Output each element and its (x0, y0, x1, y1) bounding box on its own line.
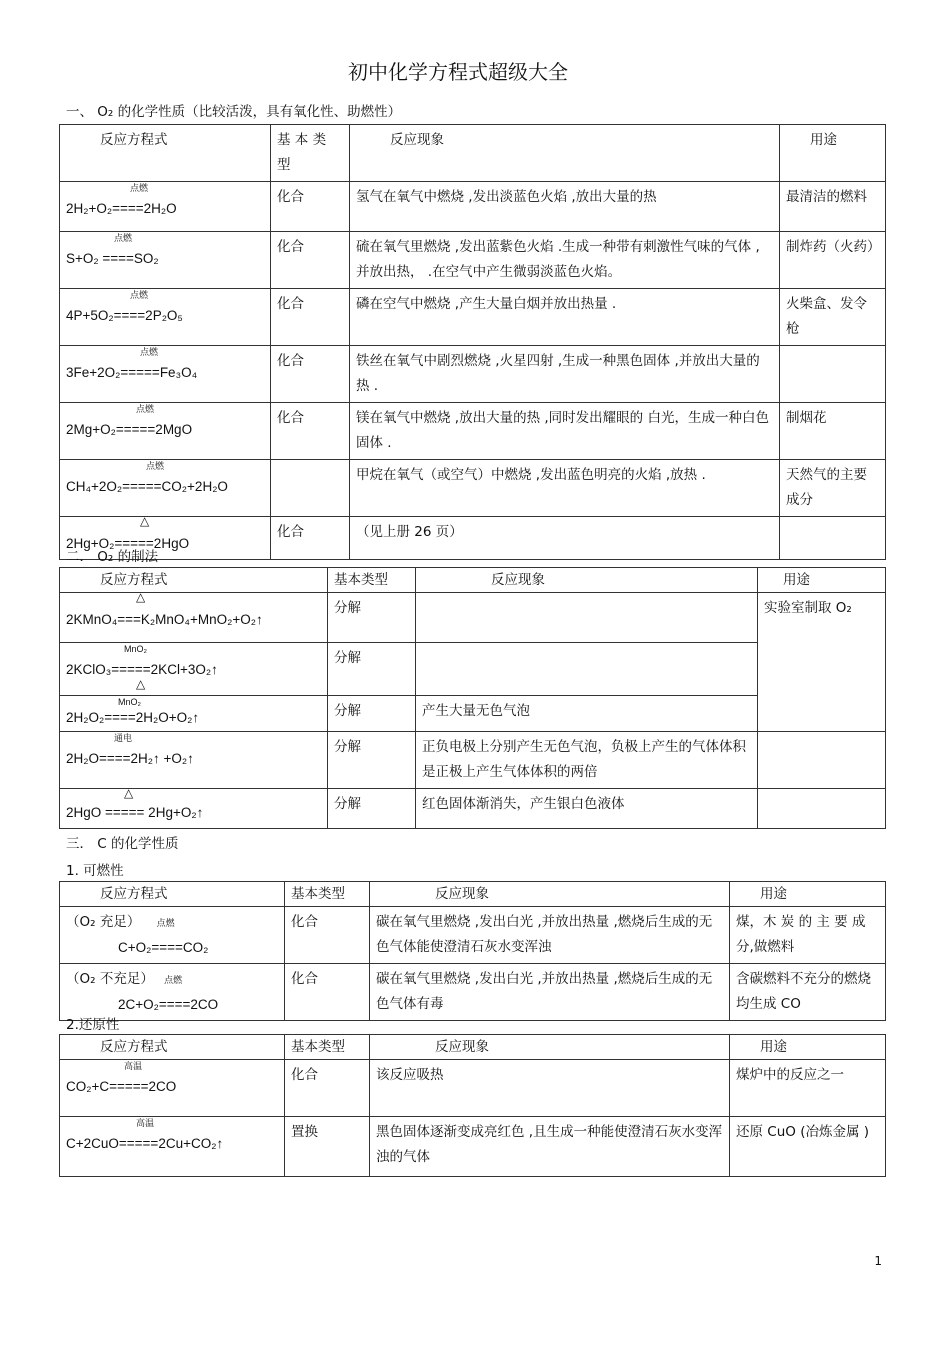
col-header-phenomenon: 反应现象 (416, 568, 758, 593)
subsection-combustibility: 1. 可燃性 (66, 863, 124, 879)
section-2-heading: 二． O₂ 的制法 (66, 549, 159, 565)
table-carbon-combustion (59, 881, 886, 1021)
type-cell: 分解 (328, 696, 416, 732)
table-row (60, 403, 886, 460)
equation-text: 2Hg+O₂=====2HgO (66, 536, 190, 551)
equation-cell (60, 1060, 285, 1117)
reaction-condition: 点燃 (130, 183, 149, 193)
phenomenon-cell: 碳在氧气里燃烧 ,发出白光 ,并放出热量 ,燃烧后生成的无色气体能使澄清石灰水变浑浊 (370, 907, 730, 964)
type-cell: 化合 (271, 346, 350, 403)
reaction-condition: 点燃 (146, 461, 165, 471)
condition-prefix: （O₂ 不充足） (66, 971, 154, 987)
equation-cell (60, 460, 271, 517)
use-cell-empty (758, 732, 886, 789)
type-cell: 化合 (271, 182, 350, 232)
reaction-condition: △ (136, 590, 146, 604)
use-cell (780, 346, 886, 403)
equation-text: 2HgO ===== 2Hg+O₂↑ (66, 805, 204, 820)
reaction-condition: MnO₂ (124, 644, 147, 654)
col-header-equation: 反应方程式 (60, 568, 328, 593)
equation-cell (60, 182, 271, 232)
equation-cell (60, 786, 328, 829)
col-header-phenomenon: 反应现象 (370, 882, 730, 907)
type-cell: 化合 (271, 517, 350, 560)
type-cell: 分解 (328, 732, 416, 789)
table-row (60, 289, 886, 346)
phenomenon-cell: 甲烷在氧气（或空气）中燃烧 ,发出蓝色明亮的火焰 ,放热 . (350, 460, 780, 517)
type-cell: 分解 (328, 643, 416, 696)
col-header-phenomenon: 反应现象 (350, 125, 780, 182)
phenomenon-cell: 黑色固体逐渐变成亮红色 ,且生成一种能使澄清石灰水变浑浊的气体 (370, 1117, 730, 1177)
type-cell: 化合 (285, 907, 370, 964)
col-header-type: 基 本 类 型 (271, 125, 350, 182)
phenomenon-cell: 碳在氧气里燃烧 ,发出白光 ,并放出热量 ,燃烧后生成的无色气体有毒 (370, 964, 730, 1021)
table-o2-properties (59, 124, 886, 560)
reaction-condition: 点燃 (164, 976, 183, 986)
table-row (60, 346, 886, 403)
reaction-condition: 点燃 (140, 347, 159, 357)
use-cell: 最清洁的燃料 (780, 182, 886, 232)
subsection-reducibility: 2.还原性 (66, 1017, 120, 1033)
section-1-heading: 一、 O₂ 的化学性质（比较活泼，具有氧化性、助燃性） (66, 104, 402, 120)
col-header-equation: 反应方程式 (60, 1035, 285, 1060)
use-cell: 天然气的主要成分 (780, 460, 886, 517)
equation-text: 2H₂O====2H₂↑ +O₂↑ (66, 751, 194, 766)
equation-text: 2H₂O₂====2H₂O+O₂↑ (66, 710, 200, 725)
equation-cell (60, 964, 285, 1021)
equation-text: CO₂+C=====2CO (66, 1079, 177, 1094)
phenomenon-cell: 磷在空气中燃烧 ,产生大量白烟并放出热量 . (350, 289, 780, 346)
col-header-use: 用途 (758, 568, 886, 593)
reaction-condition: 点燃 (136, 404, 155, 414)
use-cell-empty (758, 789, 886, 829)
reaction-condition: 点燃 (130, 290, 149, 300)
reaction-condition: 通电 (114, 733, 133, 743)
equation-cell (60, 346, 271, 403)
equation-text: 3Fe+2O₂=====Fe₃O₄ (66, 365, 198, 380)
type-cell: 化合 (285, 964, 370, 1021)
page-title: 初中化学方程式超级大全 (348, 60, 568, 84)
table-carbon-reduction (59, 1034, 886, 1177)
phenomenon-cell (416, 593, 758, 643)
phenomenon-cell: （见上册 26 页） (350, 517, 780, 560)
table-row (60, 732, 886, 789)
equation-cell (60, 643, 328, 696)
col-header-type: 基本类型 (285, 1035, 370, 1060)
type-cell: 分解 (328, 593, 416, 643)
table-row (60, 964, 886, 1021)
equation-cell (60, 232, 271, 289)
equation-cell (60, 403, 271, 460)
table-row (60, 789, 886, 829)
page-number: 1 (874, 1254, 882, 1268)
reaction-condition: 高温 (136, 1118, 155, 1128)
phenomenon-cell: 产生大量无色气泡 (416, 696, 758, 732)
equation-cell (60, 732, 328, 789)
equation-text: CH₄+2O₂=====CO₂+2H₂O (66, 479, 228, 494)
table-row (60, 907, 886, 964)
table-row (60, 460, 886, 517)
type-cell: 化合 (271, 403, 350, 460)
table-o2-preparation (59, 567, 886, 829)
type-cell (271, 460, 350, 517)
use-cell: 制炸药（火药） (780, 232, 886, 289)
use-cell: 煤炉中的反应之一 (730, 1060, 886, 1117)
equation-text: 2C+O₂====2CO (118, 997, 219, 1012)
equation-text: 2Mg+O₂=====2MgO (66, 422, 193, 437)
reaction-condition: △ (124, 786, 134, 800)
phenomenon-cell: 该反应吸热 (370, 1060, 730, 1117)
equation-text: C+O₂====CO₂ (118, 940, 209, 955)
phenomenon-cell: 镁在氧气中燃烧 ,放出大量的热 ,同时发出耀眼的 白光，生成一种白色固体 . (350, 403, 780, 460)
use-cell: 实验室制取 O₂ (758, 593, 886, 732)
use-cell: 含碳燃料不充分的燃烧均生成 CO (730, 964, 886, 1021)
type-cell: 化合 (285, 1060, 370, 1117)
col-header-type: 基本类型 (285, 882, 370, 907)
equation-text: C+2CuO=====2Cu+CO₂↑ (66, 1136, 224, 1151)
table-row (60, 1117, 886, 1177)
equation-cell (60, 590, 328, 643)
type-cell: 置换 (285, 1117, 370, 1177)
condition-prefix: （O₂ 充足） (66, 914, 141, 930)
table-row (60, 593, 886, 643)
col-header-use: 用途 (730, 1035, 886, 1060)
equation-cell (60, 289, 271, 346)
equation-text: S+O₂ ====SO₂ (66, 251, 159, 266)
phenomenon-cell (416, 643, 758, 696)
equation-cell (60, 907, 285, 964)
use-cell: 火柴盒、发令枪 (780, 289, 886, 346)
col-header-use: 用途 (730, 882, 886, 907)
reaction-condition: MnO₂ (118, 697, 141, 707)
equation-cell (60, 1117, 285, 1177)
reaction-condition: 点燃 (156, 919, 175, 929)
type-cell: 分解 (328, 789, 416, 829)
equation-text: 4P+5O₂====2P₂O₅ (66, 308, 183, 323)
use-cell (780, 517, 886, 560)
use-cell: 还原 CuO (冶炼金属 ) (730, 1117, 886, 1177)
table-row (60, 182, 886, 232)
equation-cell (60, 696, 328, 732)
reaction-condition: △ (140, 514, 150, 528)
col-header-type: 基本类型 (328, 568, 416, 593)
equation-text: 2KClO₃=====2KCl+3O₂↑ (66, 662, 218, 677)
col-header-use: 用途 (780, 125, 886, 182)
equation-text: 2KMnO₄===K₂MnO₄+MnO₂+O₂↑ (66, 612, 263, 627)
col-header-phenomenon: 反应现象 (370, 1035, 730, 1060)
phenomenon-cell: 铁丝在氧气中剧烈燃烧 ,火星四射 ,生成一种黑色固体 ,并放出大量的热 . (350, 346, 780, 403)
use-cell: 制烟花 (780, 403, 886, 460)
section-3-heading: 三． C 的化学性质 (66, 836, 179, 852)
phenomenon-cell: 红色固体渐消失，产生银白色液体 (416, 789, 758, 829)
col-header-equation: 反应方程式 (60, 882, 285, 907)
use-cell: 煤，木 炭 的 主 要 成分,做燃料 (730, 907, 886, 964)
reaction-condition: 高温 (124, 1061, 143, 1071)
type-cell: 化合 (271, 232, 350, 289)
table-row (60, 232, 886, 289)
phenomenon-cell: 硫在氧气里燃烧 ,发出蓝紫色火焰 .生成一种带有刺激性气味的气体 ,并放出热， .在空气中产生微弱淡蓝色火焰。 (350, 232, 780, 289)
equation-text: 2H₂+O₂====2H₂O (66, 201, 177, 216)
phenomenon-cell: 正负电极上分别产生无色气泡，负极上产生的气体体积是正极上产生气体体积的两倍 (416, 732, 758, 789)
table-row (60, 1060, 886, 1117)
table-row (60, 517, 886, 560)
phenomenon-cell: 氢气在氧气中燃烧 ,发出淡蓝色火焰 ,放出大量的热 (350, 182, 780, 232)
type-cell: 化合 (271, 289, 350, 346)
reaction-condition: 点燃 (114, 233, 133, 243)
col-header-equation: 反应方程式 (60, 125, 271, 182)
reaction-condition-below: △ (136, 677, 146, 691)
